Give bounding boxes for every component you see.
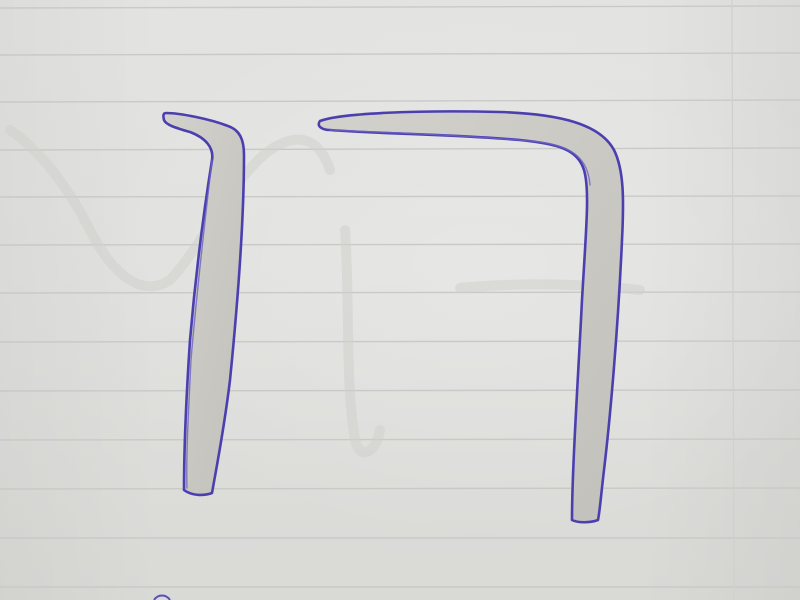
rule-line xyxy=(0,148,800,150)
rule-line xyxy=(0,53,800,55)
rule-line xyxy=(0,244,800,245)
rule-line xyxy=(0,341,800,342)
rule-line xyxy=(0,439,800,440)
margin-line xyxy=(732,0,734,600)
faint-ghost-marks xyxy=(10,130,640,452)
rule-line xyxy=(0,6,800,8)
ghost-curve xyxy=(10,130,330,286)
rule-line xyxy=(0,390,800,391)
rule-line xyxy=(0,488,800,489)
rule-line xyxy=(0,196,800,197)
rule-line xyxy=(0,292,800,293)
right-corner-shape xyxy=(319,111,623,522)
ink-mark-bottom xyxy=(154,596,170,600)
rule-line xyxy=(0,100,800,102)
left-vertical-shape xyxy=(163,113,244,495)
